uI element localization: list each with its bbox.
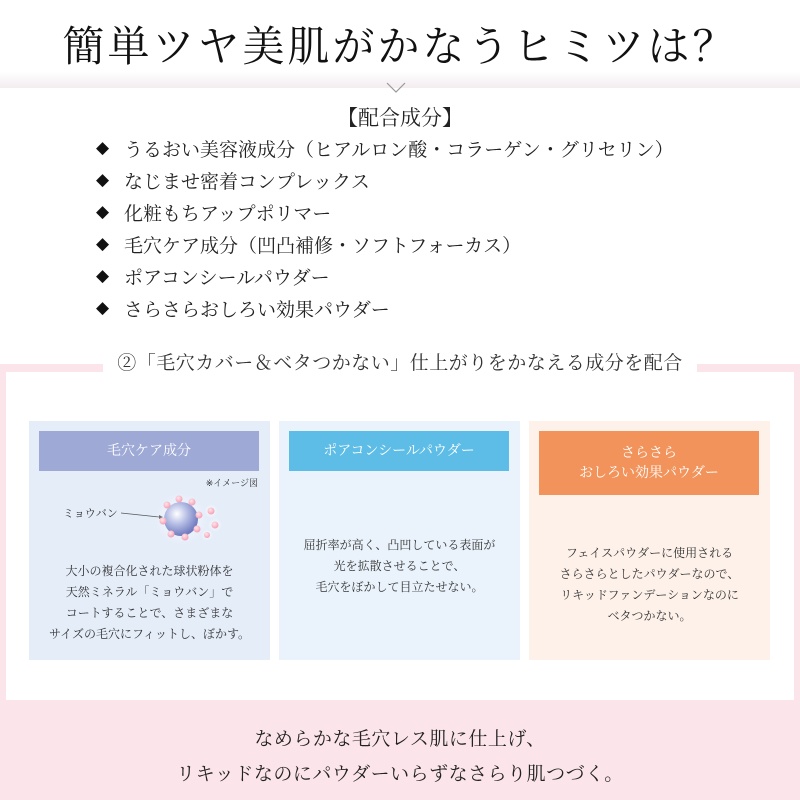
diamond-bullet-icon: ◆	[96, 170, 110, 190]
ingredient-label: なじませ密着コンプレックス	[124, 170, 370, 193]
closing-line: なめらかな毛穴レス肌に仕上げ、	[254, 728, 546, 750]
card-description: 屈折率が高く、凸凹している表面が 光を拡散させることで、 毛穴をぼかして目立たせない。	[303, 538, 496, 594]
list-item	[96, 132, 674, 164]
card-label: さらさら おしろい効果パウダー	[539, 431, 759, 495]
ingredients-title: 【配合成分】	[337, 106, 463, 130]
list-item	[96, 292, 674, 324]
ingredient-label: 毛穴ケア成分（凹凸補修・ソフトフォーカス）	[124, 234, 522, 257]
diamond-bullet-icon: ◆	[96, 266, 110, 286]
list-item	[96, 260, 674, 292]
list-item	[96, 228, 674, 260]
feature-card-pore-care	[29, 421, 270, 660]
ingredient-label: 化粧もちアップポリマー	[124, 202, 332, 225]
closing-copy	[0, 722, 800, 792]
ingredient-list	[96, 132, 674, 324]
ingredient-label: さらさらおしろい効果パウダー	[124, 298, 390, 321]
feature-heading	[0, 346, 800, 380]
particle-illustration-icon	[119, 487, 229, 557]
card-label: 毛穴ケア成分	[39, 431, 259, 471]
illustration-label: ミョウバン	[63, 507, 118, 520]
image-note: ※イメージ図	[205, 479, 258, 489]
card-label: ポアコンシールパウダー	[289, 431, 509, 471]
card-description: 大小の複合化された球状粉体を 天然ミネラル「ミョウバン」で コートすることで、さまざまな サイズの毛穴にフィットし、ぼかす。	[48, 564, 251, 641]
ingredient-label: うるおい美容液成分（ヒアルロン酸・コラーゲン・グリセリン）	[124, 138, 674, 161]
diamond-bullet-icon: ◆	[96, 202, 110, 222]
feature-card-pore-conceal-powder	[279, 421, 520, 660]
feature-heading-text: ②「毛穴カバー＆ベタつかない」仕上がりをかなえる成分を配合	[103, 346, 697, 377]
header	[0, 0, 800, 88]
closing-line: リキッドなのにパウダーいらずなさらり肌つづく。	[176, 763, 624, 786]
diamond-bullet-icon: ◆	[96, 298, 110, 318]
ingredient-label: ポアコンシールパウダー	[124, 266, 330, 289]
diamond-bullet-icon: ◆	[96, 234, 110, 254]
diamond-bullet-icon: ◆	[96, 138, 110, 158]
page-title: 簡単ツヤ美肌がかなうヒミツは？	[62, 22, 738, 71]
card-description: フェイスパウダーに使用される さらさらとしたパウダーなので、 リキッドファンデーションなのに ベタつかない。	[559, 546, 740, 623]
list-item	[96, 164, 674, 196]
list-item	[96, 196, 674, 228]
feature-card-smooth-powder	[529, 421, 770, 660]
chevron-down-icon	[386, 82, 406, 94]
